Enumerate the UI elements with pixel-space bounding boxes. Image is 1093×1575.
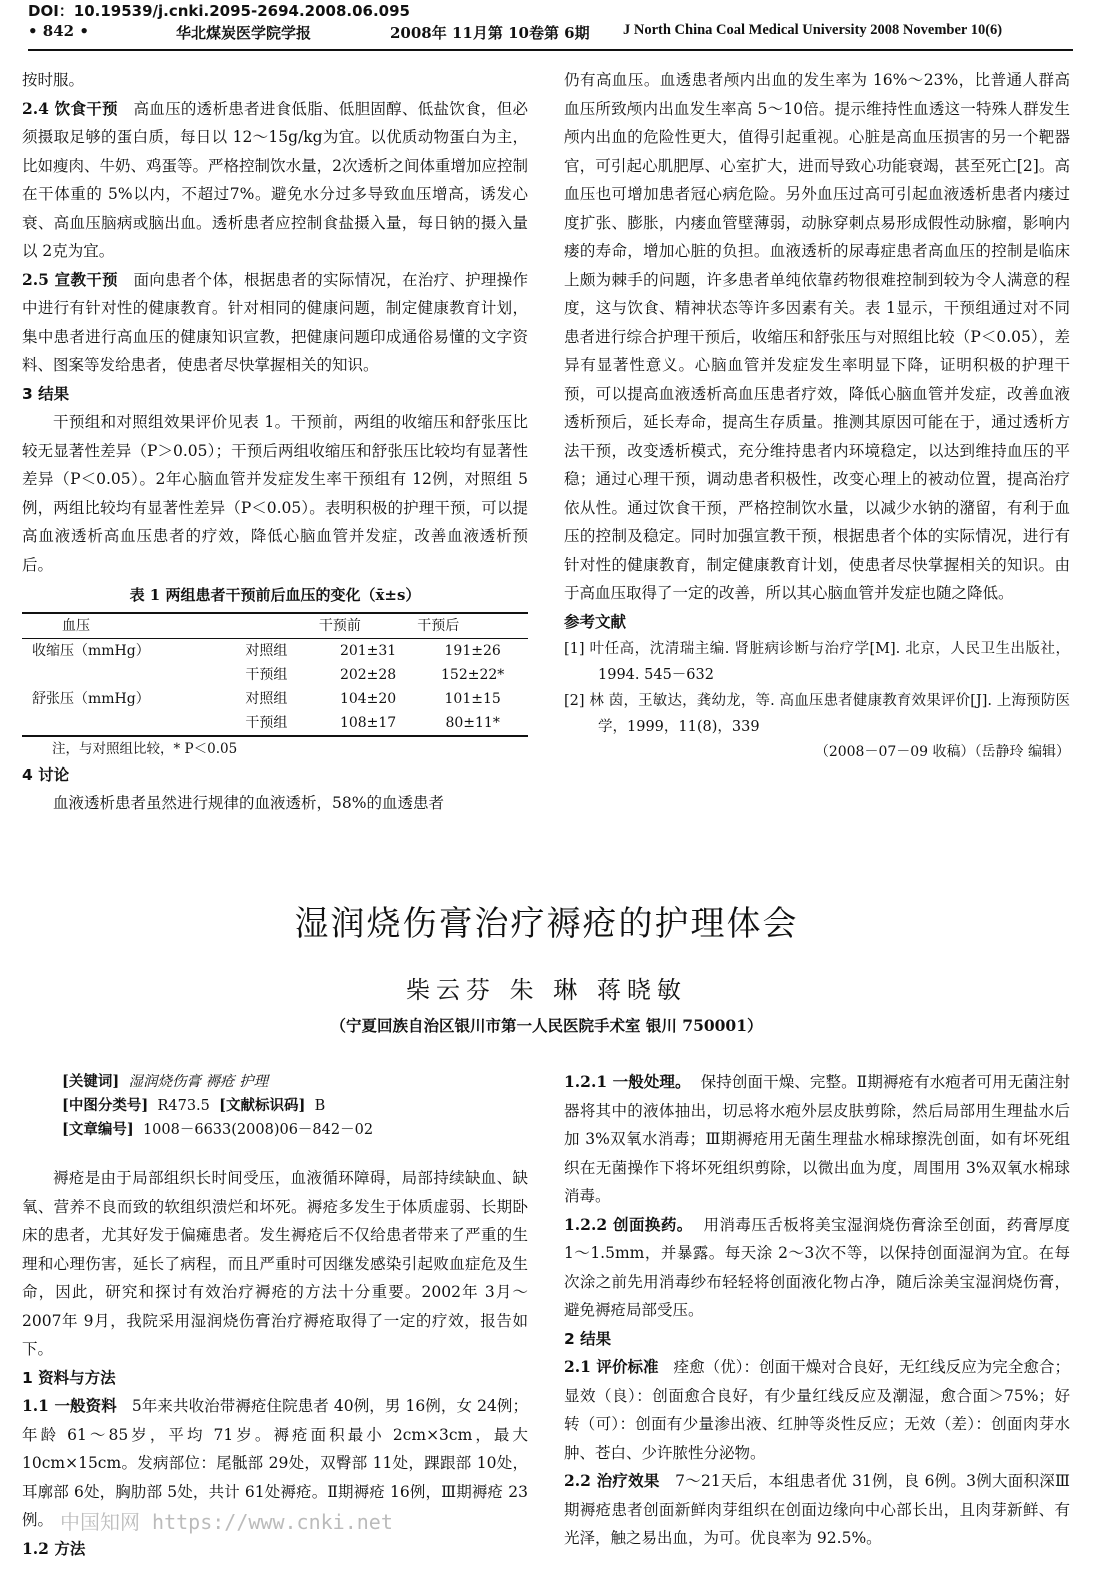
running-header [28,22,1073,48]
upper-right-column [564,66,1070,764]
paragraph: 干预组和对照组效果评价见表 1。干预前，两组的收缩压和舒张压比较无显著性差异（P＞0.05）；干预后两组收缩压和舒张压比较均有显著性差异（P＜0.05）。2年心脑血管并发症发生率干预组有 12例，对照组 5例，两组比较均有显著性差异（P＜0.05）。表明积极的护理干预，可以提高血液透析高血压患者的疗效，降低心脑血管并发症，改善血液透析预后。 [22,413,528,574]
table-header-row [22,613,528,639]
paragraph: 面向患者个体，根据患者的实际情况，在治疗、护理操作中进行有针对性的健康教育。针对相同的健康问题，制定健康教育计划，集中患者进行高血压的健康知识宣教，把健康问题印成通俗易懂的文字资料、图案等发给患者，使患者尽快掌握相关的知识。 [22,270,528,374]
section-heading: 2 结果 [564,1329,612,1348]
table-row [22,638,528,663]
received-note: （2008－07－09 收稿）（岳静玲 编辑） [814,744,1070,760]
article-authors: 柴云芬 朱 琳 蒋晓敏 [406,976,687,1004]
table-cell: 收缩压（mmHg） [32,642,150,659]
table-cell: 80±11* [445,714,500,731]
section-heading: 4 讨论 [22,765,70,784]
keywords-value: 湿润烧伤膏 褥疮 护理 [128,1074,269,1090]
table-cell [22,711,245,736]
upper-left-column [22,66,528,818]
paragraph: 血液透析患者虽然进行规律的血液透析，58%的血透患者 [53,794,444,812]
section-heading: 1.1 一般资料 [22,1396,117,1415]
table-cell: 152±22* [441,666,505,683]
article-no-label: [文章编号] [62,1121,134,1138]
section-heading: 2.4 饮食干预 [22,98,118,118]
section-heading: 参考文献 [564,612,627,631]
table-header-cell [245,613,318,639]
paragraph: 痊愈（优）：创面干燥对合良好，无红线反应为完全愈合；显效（良）：创面愈合良好，有少量红线反应及潮湿，愈合面＞75%；好转（可）：创面有少量渗出液、红肿等炎性反应；无效（差）：创面肉芽水肿、苍白、少许脓性分泌物。 [564,1358,1070,1462]
table-cell: 108±17 [339,714,397,731]
reference-item: [1] 叶任高，沈清瑞主编. 肾脏病诊断与治疗学[M]. 北京，人民卫生出版社，1994. 545－632 [564,641,1070,683]
section-heading: 2.5 宣教干预 [22,269,118,289]
table-cell: 舒张压（mmHg） [32,690,150,707]
paragraph: 7～21天后，本组患者优 31例，良 6例。3例大面积深Ⅲ期褥疮患者创面新鲜肉芽组织在创面边缘向中心部长出，且肉芽新鲜、有光泽，触之易出血，为可。优良率为 92.5%。 [564,1472,1070,1547]
doc-code-label: [文献标识码] [219,1097,306,1114]
keywords-label: [关键词] [62,1073,120,1090]
table-cell: 干预组 [245,666,288,683]
section-heading: 3 结果 [22,384,70,403]
section-heading: 1 资料与方法 [22,1368,116,1387]
table-cell: 201±31 [339,642,397,659]
lower-left-column [22,1164,528,1563]
section-heading: 1.2 方法 [22,1538,86,1558]
paragraph: 褥疮是由于局部组织长时间受压，血液循环障碍，局部持续缺血、缺氧、营养不良而致的软组织溃烂和坏死。褥疮多发生于体质虚弱、长期卧床的患者，尤其好发于偏瘫患者。发生褥疮后不仅给患者带来了严重的生理和心理伤害，延长了病程，而且严重时可因继发感染引起败血症危及生命，因此，研究和探讨有效治疗褥疮的方法十分重要。2002年 3月～2007年 9月，我院采用湿润烧伤膏治疗褥疮取得了一定的疗效，报告如下。 [22,1169,528,1358]
paragraph: 保持创面干燥、完整。Ⅱ期褥疮有水疱者可用无菌注射器将其中的液体抽出，切忌将水疱外层皮肤剪除，然后局部用生理盐水后加 3%双氧水消毒；Ⅲ期褥疮用无菌生理盐水棉球擦洗创面，如有坏死组织在无菌操作下将坏死组织剪除，以微出血为度，周围用 3%双氧水棉球消毒。 [564,1073,1071,1205]
paragraph: 用消毒压舌板将美宝湿润烧伤膏涂至创面，药膏厚度 1～1.5mm，并暴露。每天涂 2～3次不等，以保持创面湿润为宜。在每次涂之前先用消毒纱布轻轻将创面液化物占净，随后涂美宝湿润烧伤膏，避免褥疮局部受压。 [564,1215,1070,1319]
table-header-cell: 血压 [22,613,245,639]
table-row [22,711,528,736]
doc-code-value: B [314,1098,326,1114]
table-header-cell: 干预前 [319,613,417,639]
table-caption: 表 1 两组患者干预前后血压的变化（x̄±s） [129,586,421,604]
lower-right-column [564,1068,1070,1553]
section-heading: 2.2 治疗效果 [564,1471,660,1490]
header-rule [28,49,1073,51]
doi-line: DOI：10.19539/j.cnki.2095-2694.2008.06.095 [28,2,410,20]
table-cell: 对照组 [245,690,288,707]
table-cell: 104±20 [339,690,397,707]
table-row [22,663,528,687]
paragraph: 高血压的透析患者进食低脂、低胆固醇、低盐饮食，但必须摄取足够的蛋白质，每日以 12～15g/kg为宜。以优质动物蛋白为主，比如瘦肉、牛奶、鸡蛋等。严格控制饮水量，2次透析之间体重增加应控制在干体重的 5%以内，不超过7%。避免水分过多导致血压增高，诱发心衰、高血压脑病或脑出血。透析患者应控制食盐摄入量，每日钠的摄入量以 2克为宜。 [22,99,528,260]
classification-value: R473.5 [157,1098,210,1114]
paragraph: 按时服。 [22,71,85,89]
results-table [22,612,528,737]
section-heading: 1.2.1 一般处理。 [564,1072,691,1091]
journal-name-en: J North China Coal Medical University 2008 November 10(6) [623,22,1003,38]
article-affiliation: （宁夏回族自治区银川市第一人民医院手术室 银川 750001） [330,1016,763,1035]
article-title: 湿润烧伤膏治疗褥疮的护理体会 [294,904,799,944]
table-header-cell: 干预后 [417,613,528,639]
section-heading: 1.2.2 创面换药。 [564,1214,693,1234]
paragraph: 5年来共收治带褥疮住院患者 40例，男 16例，女 24例；年龄 61～85岁，平均 71岁。褥疮面积最小 2cm×3cm，最大 10cm×15cm。发病部位：尾骶部 29处，双臀部 11处，踝跟部 10处，耳廓部 6处，胸肋部 5处，共计 61处褥疮。Ⅱ期褥疮 16例，Ⅲ期褥疮 23例。 [22,1397,528,1529]
page-number: • 842 • [28,22,89,40]
table-cell: 101±15 [444,690,501,707]
issue-cn: 2008年 11月第 10卷第 6期 [390,24,590,42]
cnki-watermark: 中国知网 https://www.cnki.net [60,1510,393,1534]
article-metadata [62,1070,373,1142]
table-cell: 202±28 [339,666,397,683]
table-cell: 对照组 [245,642,288,659]
paragraph: 仍有高血压。血透患者颅内出血的发生率为 16%～23%，比普通人群高血压所致颅内出血发生率高 5～10倍。提示维持性血透这一特殊人群发生颅内出血的危险性更大，值得引起重视。心脏是高血压损害的另一个靶器官，可引起心肌肥厚、心室扩大，进而导致心功能衰竭，甚至死亡[2]。高血压也可增加患者冠心病危险。另外血压过高可引起血液透析患者内瘘过度扩张、膨胀，内瘘血管壁薄弱，动脉穿刺点易形成假性动脉瘤，影响内瘘的寿命，增加心脏的负担。血液透析的尿毒症患者高血压的控制是临床上颇为棘手的问题，许多患者单纯依靠药物很难控制到较为令人满意的程度，这与饮食、精神状态等许多因素有关。表 1显示，干预组通过对不同患者进行综合护理干预后，收缩压和舒张压与对照组比较（P＜0.05），差异有显著性意义。心脑血管并发症发生率明显下降，证明积极的护理干预，可以提高血液透析高血压患者疗效，降低心脑血管并发症，改善血液透析预后，延长寿命，提高生存质量。推测其原因可能在于，通过透析方法干预，改变透析模式，充分维持患者内环境稳定，以达到维持血压的平稳；通过心理干预，调动患者积极性，改变心理上的被动位置，提高治疗依从性。通过饮食干预，严格控制饮水量，以减少水钠的潴留，有利于血压的控制及稳定。同时加强宣教干预，根据患者个体的实际情况，进行有针对性的健康教育，制定健康教育计划，使患者尽快掌握相关的知识。由于高血压取得了一定的改善，所以其心脑血管并发症也随之降低。 [564,71,1070,602]
table-cell [22,663,245,687]
journal-name-cn: 华北煤炭医学院学报 [176,24,312,42]
section-heading: 2.1 评价标准 [564,1357,659,1376]
table-row [22,687,528,711]
table-cell: 干预组 [245,714,288,731]
table-cell: 191±26 [444,642,501,659]
table-note: 注，与对照组比较，* P＜0.05 [52,740,238,757]
classification-label: [中图分类号] [62,1097,149,1114]
article-no-value: 1008－6633(2008)06－842－02 [142,1122,374,1138]
reference-item: [2] 林 茵，王敏达，龚幼龙，等. 高血压患者健康教育效果评价[J]. 上海预防医学，1999，11(8)，339 [564,693,1070,735]
